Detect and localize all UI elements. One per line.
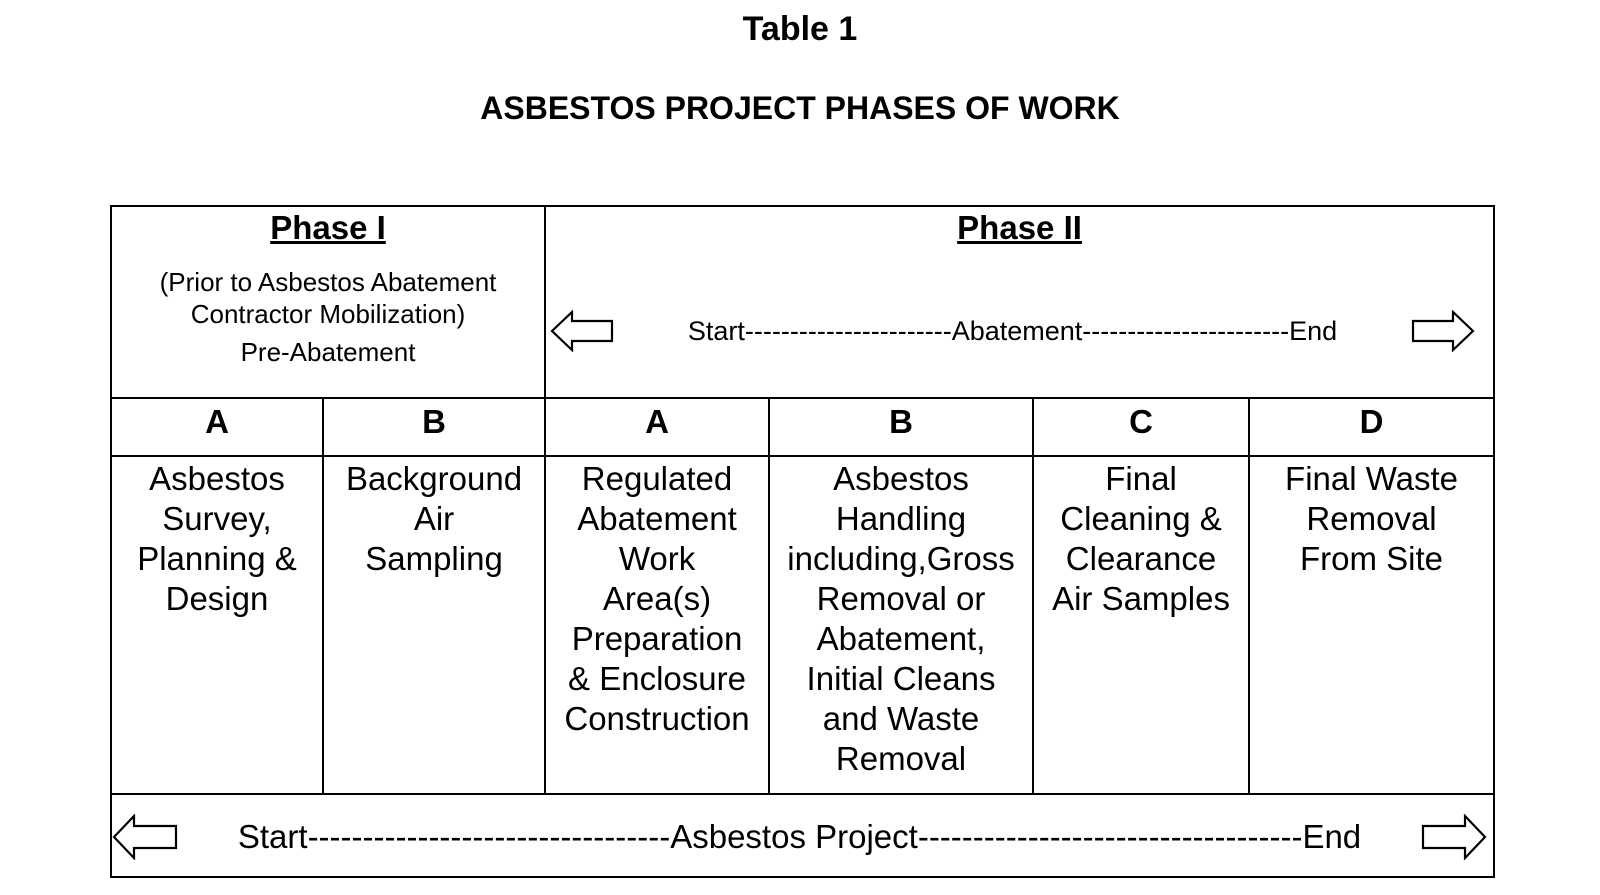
task-line: Final Waste — [1285, 460, 1459, 497]
task-line: Construction — [564, 700, 750, 737]
task-line: Work — [618, 540, 696, 577]
task-line: Sampling — [365, 540, 503, 577]
task-line: Clearance — [1065, 540, 1217, 577]
task-line: Asbestos — [833, 460, 969, 497]
phase2-header-cell — [545, 206, 1494, 398]
task-description — [324, 457, 544, 579]
task-description-row — [111, 456, 1494, 794]
task-line: From Site — [1300, 540, 1444, 577]
task-line: Final — [1105, 460, 1177, 497]
phase1-subtitle — [112, 266, 544, 330]
phase1-stage: Pre-Abatement — [240, 337, 416, 367]
right-arrow-icon — [1411, 310, 1475, 352]
task-description — [546, 457, 768, 739]
task-line: Abatement — [577, 500, 737, 537]
column-letter: B — [422, 403, 446, 440]
column-letter-cell — [1033, 398, 1249, 456]
task-line: Preparation — [571, 620, 743, 657]
task-cell — [1249, 456, 1494, 794]
column-letter-cell — [545, 398, 769, 456]
left-arrow-icon — [112, 814, 178, 860]
column-letter: B — [889, 403, 913, 440]
task-cell — [111, 456, 323, 794]
task-line: Asbestos — [149, 460, 285, 497]
column-letter: A — [645, 403, 669, 440]
task-cell — [545, 456, 769, 794]
task-line: Abatement, — [816, 620, 986, 657]
left-arrow-icon — [550, 310, 614, 352]
phase-header-row — [111, 206, 1494, 398]
task-line: Handling — [835, 500, 967, 537]
column-letter: D — [1359, 403, 1384, 440]
column-letters-row — [111, 398, 1494, 456]
column-letter-cell — [323, 398, 545, 456]
phases-table — [110, 205, 1495, 878]
column-letter: A — [205, 403, 229, 440]
table-label: Table 1 — [742, 10, 858, 48]
phase1-subtitle-line: Contractor Mobilization) — [190, 299, 466, 329]
task-line: Regulated — [581, 460, 733, 497]
task-cell — [769, 456, 1033, 794]
task-line: Planning & — [137, 540, 297, 577]
column-letter-cell — [769, 398, 1033, 456]
phase1-subtitle-line: (Prior to Asbestos Abatement — [159, 267, 497, 297]
task-line: Removal or — [816, 580, 986, 617]
task-description — [770, 457, 1032, 779]
project-span — [112, 813, 1487, 861]
task-line: Air Samples — [1052, 580, 1230, 617]
task-line: Design — [165, 580, 269, 617]
task-line: & Enclosure — [568, 660, 746, 697]
task-line: including,Gross — [787, 540, 1015, 577]
task-line: Area(s) — [602, 580, 712, 617]
column-letter-cell — [1249, 398, 1494, 456]
task-description — [112, 457, 322, 619]
task-line: Air — [413, 500, 455, 537]
task-description — [1034, 457, 1248, 619]
task-line: Initial Cleans — [806, 660, 996, 697]
phase1-title: Phase I — [270, 209, 386, 246]
task-line: and Waste — [822, 700, 980, 737]
phase1-header-cell — [111, 206, 545, 398]
column-letter: C — [1129, 403, 1153, 440]
task-line: Survey, — [162, 500, 272, 537]
abatement-span-text: Start-----------------------Abatement-----------------------End — [687, 315, 1338, 346]
column-letter-cell — [111, 398, 323, 456]
document-heading: ASBESTOS PROJECT PHASES OF WORK — [480, 90, 1120, 126]
task-line: Removal — [835, 740, 967, 777]
task-line: Cleaning & — [1060, 500, 1222, 537]
task-cell — [323, 456, 545, 794]
phase2-title: Phase II — [957, 209, 1082, 246]
task-cell — [1033, 456, 1249, 794]
task-line: Background — [345, 460, 523, 497]
abatement-span — [550, 309, 1475, 353]
task-line: Removal — [1306, 500, 1437, 537]
project-span-cell — [111, 794, 1494, 877]
right-arrow-icon — [1421, 814, 1487, 860]
project-span-text: Start---------------------------------Asbestos Project-----------------------------------End — [237, 818, 1362, 855]
project-span-row — [111, 794, 1494, 877]
task-description — [1250, 457, 1493, 579]
